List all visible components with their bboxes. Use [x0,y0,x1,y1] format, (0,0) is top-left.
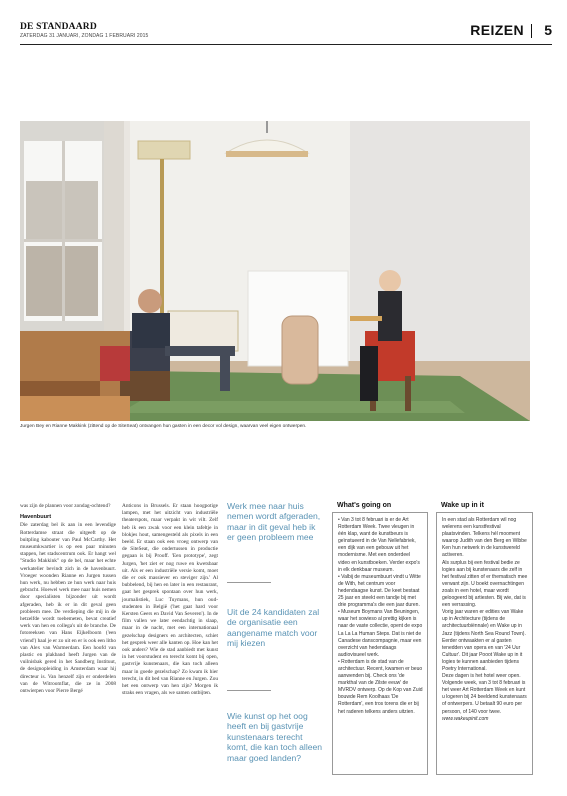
pull-quote: Wie kunst op het oog heeft en bij gastvrije kunstenaars terecht komt, die kan toch alleen maar goed landen? [227,711,323,763]
box-item: Deze dagen is het hotel weer open. Volgende week, van 3 tot 8 februari is het weer Art Rotterdam Week en kunt u logeren bij 24 beeldend kunstenaars of ontwerpers. U betaalt 90 euro per persoon, of 140 voor twee. [442,673,527,715]
quote-divider [227,582,271,583]
dateline: ZATERDAG 31 JANUARI, ZONDAG 1 FEBRUARI 2015 [20,33,149,39]
article-paragraph: Die zaterdag bel ik aan in een levendige Rotterdamse straat die uitgeeft op de buitpling kabouter van Paul McCarthy. Het museumkwartier is op een paar minuten stappen, het stadscentrum ook. Er hangt wel "Studio Makkink" op de bel, maar het echte werkatelier bevindt zich in de havenbuurt. Vroeger woonden Rianne en Jurgen tussen hun werk, nu hebben ze hun werk naar huis gebracht. Hoewel werk mee naar huis nemen door specialisten bijzonder uit wordt afgeraden, heb ik er in dit geval geen probleem mee. De verdieping die mij in de hetzelfde wordt toebemeten, bevat creatief werk van hen en collega's uit de branche. De fotoreeksen van Hans Eijkelboom ('een vriend') haal je er zo uit en er is ook een litho van Alex van Warmerdam. Een hoofd van plastic en plakband heeft Jurgen van de vuilnisbak gered in het Sandberg Instituut, de designopleiding in Amsterdam waar hij directeur is. Van henzelf zijn er onderdelen van de Witroomflat, die ze in 2008 ontwierpen voor Pierre Bergé [20,522,116,695]
masthead [20,22,552,44]
article-subhead: Havenbuurt [20,514,52,521]
section-divider [531,24,532,38]
box-title-wake-up-in-it: Wake up in it [441,502,484,509]
website-link[interactable]: www.wakeupinit.com [442,715,489,722]
article-photo [20,121,530,421]
box-text [442,517,528,723]
box-item: In een stad als Rotterdam wil nog welerens een kunstfestival plaatsvinden. Telkens hél mooment waarop Judith van den Berg en Wibbe Ken hun netwerk in de kunstwereld activeren. [442,517,527,559]
pull-quote: Werk mee naar huis nemen wordt afgeraden, maar in dit geval heb ik er geen probleem mee [227,501,321,543]
article-paragraph: Anticons in Brussels. Er staan hoogpotige lampen, met het uitzicht van industriële theaterspots, maar verpakt in wit vilt. Zelf heb ik een zwak voor een klein tafeltje in blokjes hout, samengesteld als pixels in een beeld. Er staan ook een vroeg ontwerp van de SiteSeat, die ondertussen in productie gegaan is bij Prooff. 'Een prototype', zegt Jurgen, 'het ziet er nog ruwe en kwetsbaar uit. Als er een industriële versie komt, moet die er ook massiever en steviger zijn.' Al bubbelend, bij hen en later in een restaurant, gaat het gesprek spontaan over hun werk, journalistiek, Luc Tuymans, hun oud-studenten in België ('het gaat hard voor Kersten Geers en David Van Severen'). In de film vallen we later eendachtig in slaap, maar in de nacht, met een internationaal gezelschap designers en architecten, schiet het gesprek weer alle kanten op. Hoe kan het ook anders? Wie de stad aanbiedt met kunst in het voorstudent en terecht komt bij open, gastvrije kunstenaars, die kan toch alleen maar in goede gezelschap? Zo kwam ik hier terecht, in dit bed van Rianne en Jurgen. Zou het een ontwerp van hen zijn? Morgen ik straks een vragen, als we samen ontbijten. [122,503,218,697]
newspaper-logo: DE STANDAARD [20,22,97,32]
box-text [338,517,423,716]
quote-divider [227,690,271,691]
box-item: • Rotterdam is de stad van de architectuur. Recent, kwamen er beuo aanwenden bij. Check ons 'de markthal van de Zilste eeuw' de MVRDV ontwerp. Op de Kop van Zuid bouwde Rem Koolhaas 'De Rotterdam', een tros torens die er bij het raderen telkens anders uitzien. [338,658,423,715]
page-number: 5 [544,22,552,38]
box-item: • Van 3 tot 8 februari is er de Art Rotterdam Week. Twee vleugen in één klap, want de kunstbeurs is geïnstueerd in de Van Nellefabriek, een dijk van een gebouw uit het modernisme. Met een onderdeel video en kunstboeken. Verder expo's in elk denkbaar museum. [338,517,420,573]
box-item: • Museum Boymans Van Beuningen, waar het sowieso al prettig kijken is naar de vaste collectie, opent de expo La La La Human Steps. Dat is niet de Canadese danscompagnie, maar een overzicht van hedendaags audiovisueel werk. [338,609,423,658]
box-title-whats-going-on: What's going on [337,502,392,509]
box-item: Eerder ontwaakten er al gasten tenedden van opera en van '24 Uur Cultuur'. Dit jaar Pooot Wake up in it logies te kunnen aanbieden tijdens Poetry International. [442,637,523,672]
article-intro: was zijn de plannen voor zondag-ochtend? [20,503,111,509]
box-item: Als surplus bij een festival bedie ze logies aan bij kunstenaars die zelf in het festival zitten of er thematisch mee verwant zijn. U boekt overnachtingen zoals in een hotel, maar wordt geloogeerd bij artiesten. Bij wie, dat is een verrassing. [442,559,528,609]
section-title: REIZEN [470,22,524,38]
article-column-1 [20,503,116,695]
article-column-2 [122,503,218,697]
box-item: Vorig jaar waren er edities van Wake up in Architecture (tijdens de architectuurbiënnale) en Wake up in Jazz (tijdens North Sea Round Town). [442,609,526,637]
box-item: • Valbij de museumbuurt vindt u Witte de With, het centrum voor hedendaagse kunst. De keet bestaat 25 jaar en steekt een tandje bij met drie programma's die een jaar duren. [338,573,421,609]
photo-caption: Jurgen Bey en Rianne Makkink (zittend op de SiteSeat) ontvangen hun gasten in een decor vol design, waarvan veel eigen ontwerpen. [20,424,307,429]
masthead-rule [20,44,552,45]
pull-quote: Uit de 24 kandidaten zal de organisatie een aangename match voor mij kiezen [227,607,320,649]
